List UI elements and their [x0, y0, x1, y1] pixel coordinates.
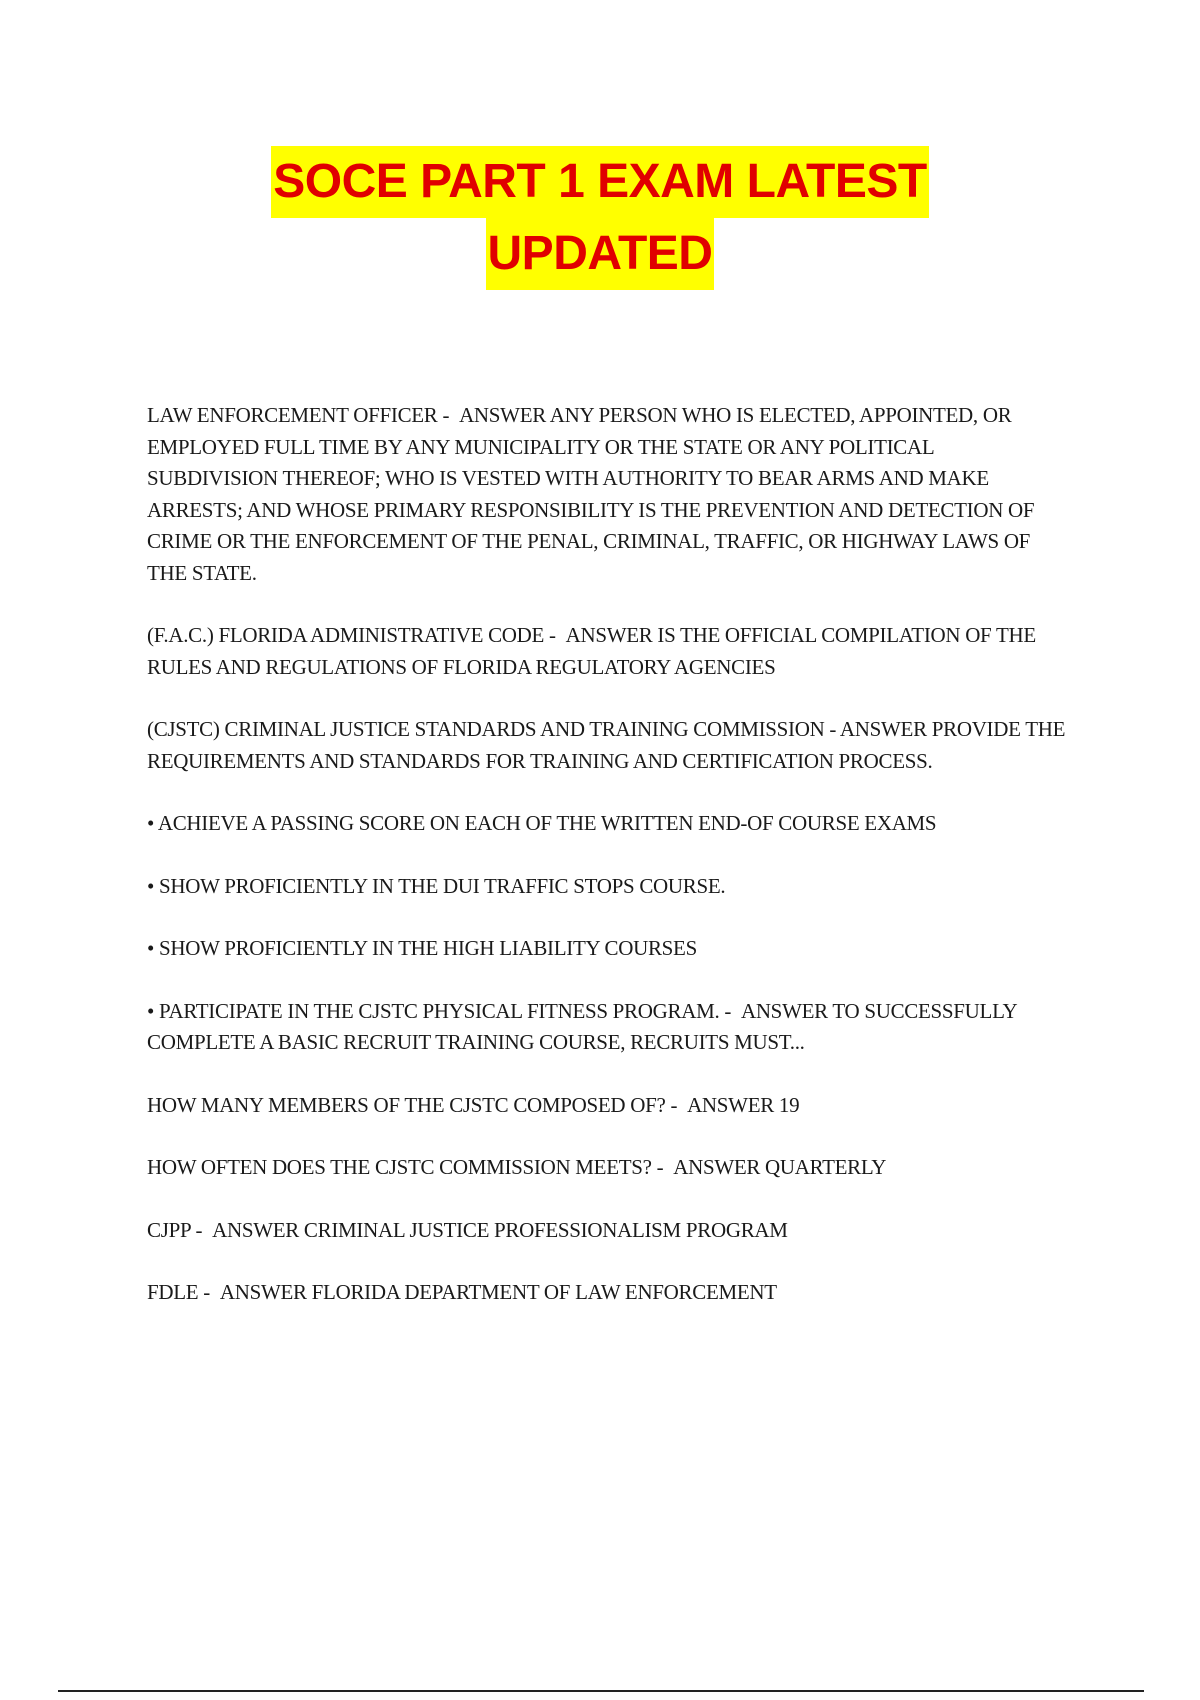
flashcard-entry	[147, 1090, 1067, 1122]
entry-term: • ACHIEVE A PASSING SCORE ON EACH OF THE WRITTEN END-OF COURSE EXAMS	[147, 811, 937, 835]
flashcard-entry	[147, 933, 1067, 965]
entry-answer: ANSWER ANY PERSON WHO IS ELECTED, APPOINTED, OR EMPLOYED FULL TIME BY ANY MUNICIPALITY OR THE STATE OR ANY POLITICAL SUBDIVISION THEREOF; WHO IS VESTED WITH AUTHORITY TO BEAR ARMS AND MAKE ARRESTS; AND WHOSE PRIMARY RESPONSIBILITY IS THE PREVENTION AND DETECTION OF CRIME OR THE ENFORCEMENT OF THE PENAL, CRIMINAL, TRAFFIC, OR HIGHWAY LAWS OF THE STATE.	[147, 403, 1035, 585]
flashcard-entry	[147, 1277, 1067, 1309]
entry-term: • SHOW PROFICIENTLY IN THE DUI TRAFFIC STOPS COURSE.	[147, 873, 726, 898]
flashcard-entry	[147, 1215, 1067, 1247]
entry-term: (CJSTC) CRIMINAL JUSTICE STANDARDS AND TRAINING COMMISSION -	[147, 717, 837, 741]
document-title	[0, 146, 1200, 290]
flashcard-entry	[147, 871, 1067, 903]
flashcard-entry	[147, 808, 1067, 840]
entry-term: HOW OFTEN DOES THE CJSTC COMMISSION MEETS? -	[147, 1155, 664, 1179]
entry-answer: ANSWER 19	[687, 1092, 800, 1117]
entry-answer: ANSWER QUARTERLY	[673, 1155, 887, 1179]
entry-term: • PARTICIPATE IN THE CJSTC PHYSICAL FITNESS PROGRAM. -	[147, 998, 732, 1023]
entry-answer: ANSWER CRIMINAL JUSTICE PROFESSIONALISM PROGRAM	[212, 1217, 788, 1242]
entry-term: (F.A.C.) FLORIDA ADMINISTRATIVE CODE -	[147, 623, 556, 647]
entry-term: LAW ENFORCEMENT OFFICER -	[147, 403, 450, 427]
entry-answer: ANSWER PROVIDE THE REQUIREMENTS AND STANDARDS FOR TRAINING AND CERTIFICATION PROCESS.	[147, 717, 1066, 773]
flashcard-entry	[147, 714, 1067, 777]
entry-answer: ANSWER FLORIDA DEPARTMENT OF LAW ENFORCEMENT	[219, 1280, 777, 1304]
title-line-1: SOCE PART 1 EXAM LATEST	[271, 146, 928, 218]
flashcard-list	[147, 400, 1067, 1340]
entry-term: CJPP -	[147, 1217, 203, 1242]
entry-term: • SHOW PROFICIENTLY IN THE HIGH LIABILITY COURSES	[147, 936, 697, 960]
entry-answer: ANSWER TO SUCCESSFULLY COMPLETE A BASIC RECRUIT TRAINING COURSE, RECRUITS MUST...	[147, 998, 1017, 1054]
entry-term: FDLE -	[147, 1280, 210, 1304]
flashcard-entry	[147, 996, 1067, 1059]
title-line-2: UPDATED	[486, 218, 715, 290]
entry-term: HOW MANY MEMBERS OF THE CJSTC COMPOSED OF? -	[147, 1092, 678, 1117]
flashcard-entry	[147, 1152, 1067, 1184]
flashcard-entry	[147, 620, 1067, 683]
entry-answer: ANSWER IS THE OFFICIAL COMPILATION OF THE RULES AND REGULATIONS OF FLORIDA REGULATORY AGENCIES	[147, 623, 1036, 679]
flashcard-entry	[147, 400, 1067, 589]
footer-divider	[58, 1690, 1144, 1692]
